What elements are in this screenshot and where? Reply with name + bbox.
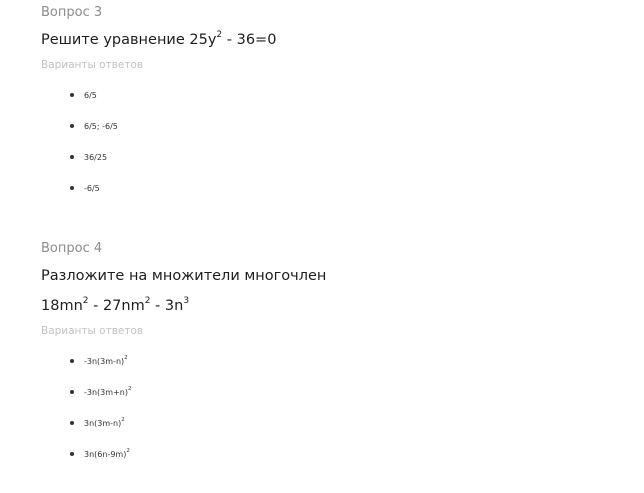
question-3 (41, 4, 621, 204)
answer-text: 3n(6n-9m) (84, 450, 127, 459)
answer-text: 6/5; -6/5 (84, 122, 118, 131)
answer-option[interactable] (41, 173, 621, 204)
answer-option[interactable] (41, 142, 621, 173)
answer-text: -3n(3m-n) (84, 357, 125, 366)
question-text: Разложите на множители многочлен (41, 268, 327, 284)
bullet-icon (70, 155, 74, 159)
exponent: 2 (126, 448, 130, 455)
answer-text: -3n(3m+n) (84, 388, 128, 397)
answer-option[interactable] (41, 377, 621, 408)
poly-term: 18mn (41, 298, 83, 314)
exponent: 3 (183, 296, 190, 307)
poly-term: - 3n (150, 298, 184, 314)
poly-term: - 27nm (88, 298, 145, 314)
answer-text: 36/25 (84, 153, 108, 162)
bullet-icon (70, 421, 74, 425)
bullet-icon (70, 186, 74, 190)
answer-text: 3n(3m-n) (84, 419, 122, 428)
answer-text: 6/5 (84, 91, 97, 100)
bullet-icon (70, 93, 74, 97)
question-text-rest: - 36=0 (222, 32, 277, 48)
question-number: Вопрос 4 (41, 241, 103, 256)
answer-option[interactable] (41, 346, 621, 377)
bullet-icon (70, 452, 74, 456)
exponent: 2 (216, 30, 223, 41)
question-4 (41, 240, 621, 470)
exponent: 2 (124, 355, 128, 362)
bullet-icon (70, 124, 74, 128)
exponent: 2 (144, 296, 151, 307)
question-text-main: Решите уравнение 25y (41, 32, 217, 48)
exponent: 2 (82, 296, 89, 307)
answer-option[interactable] (41, 111, 621, 142)
answer-option[interactable] (41, 80, 621, 111)
exponent: 2 (121, 417, 125, 424)
answers-label: Варианты ответов (41, 59, 144, 71)
answer-list (41, 346, 621, 470)
question-text (41, 27, 621, 53)
answer-option[interactable] (41, 439, 621, 470)
bullet-icon (70, 390, 74, 394)
bullet-icon (70, 359, 74, 363)
question-polynomial (41, 293, 621, 319)
answers-label: Варианты ответов (41, 325, 144, 337)
answer-text: -6/5 (84, 184, 100, 193)
answer-list (41, 80, 621, 204)
exponent: 2 (127, 386, 132, 393)
answer-option[interactable] (41, 408, 621, 439)
question-number: Вопрос 3 (41, 5, 103, 20)
